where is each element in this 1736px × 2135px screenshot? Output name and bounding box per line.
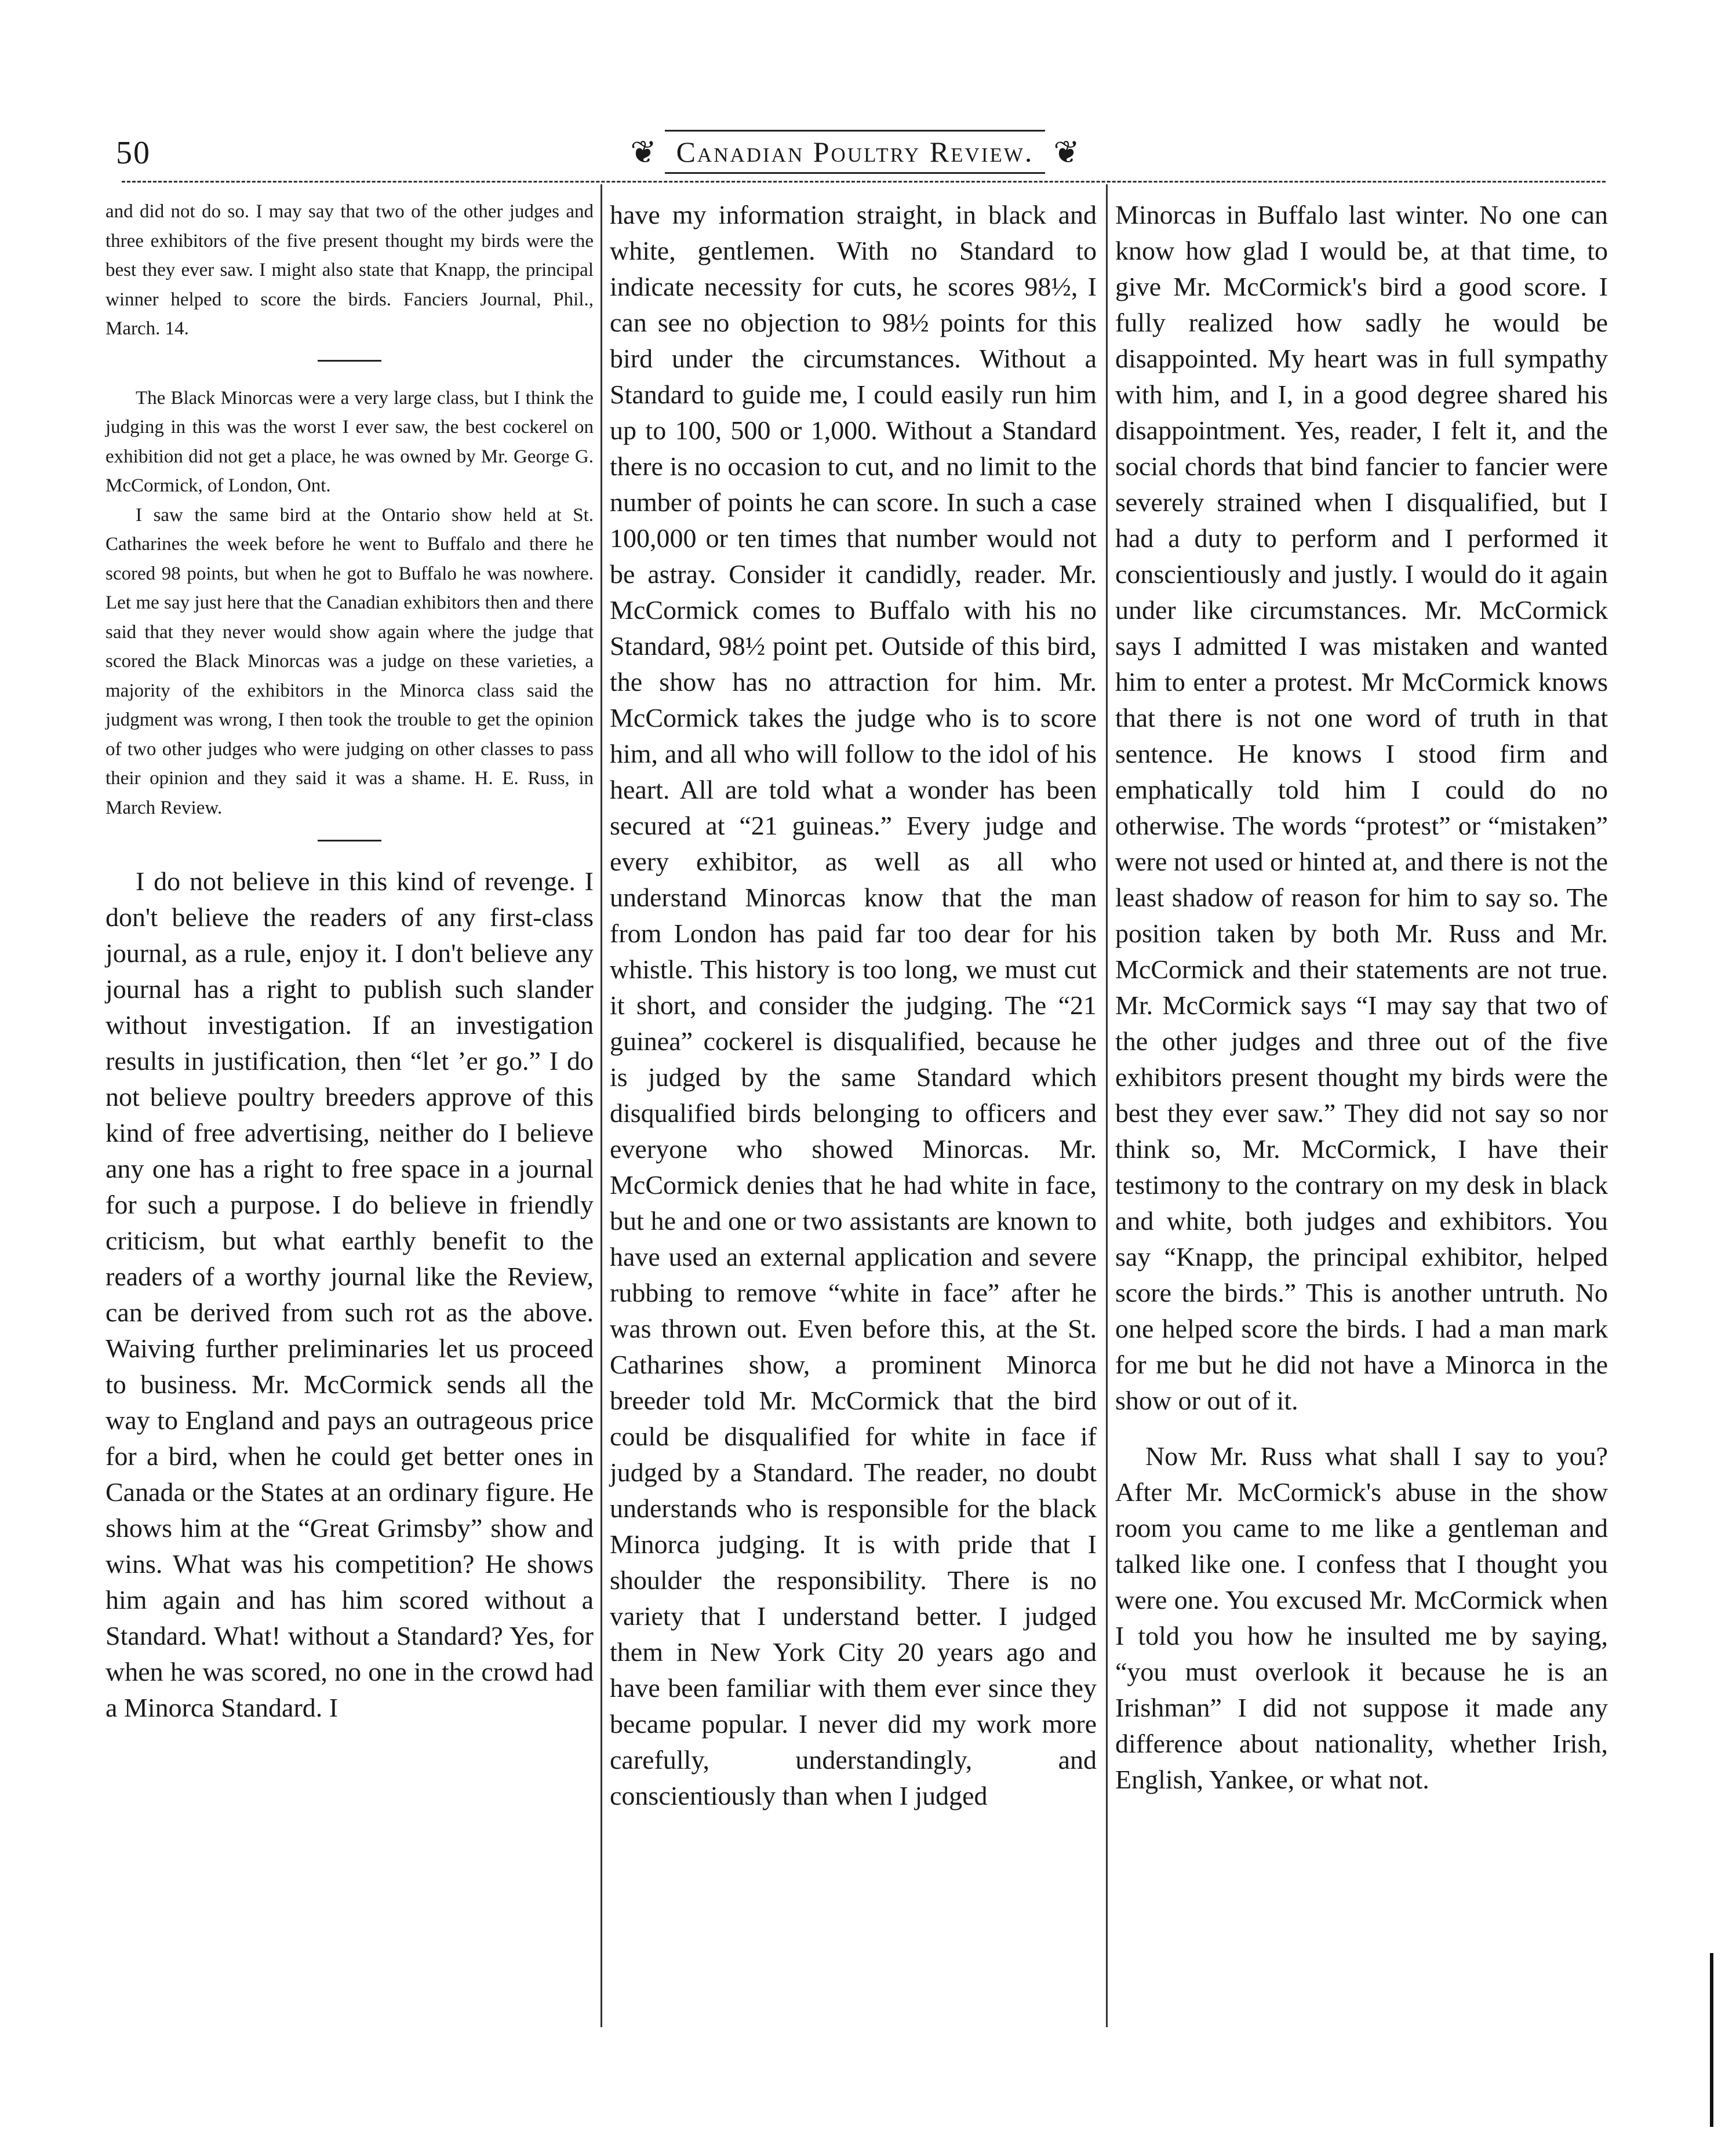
column-2 [610,197,1097,1814]
ornament-right-icon: ❦ [1053,134,1080,170]
column-divider-1 [600,184,602,2027]
column-3 [1115,197,1608,1798]
margin-mark [1710,1953,1713,2127]
header-rule [122,181,1606,183]
masthead [574,123,1136,181]
body-paragraph: have my information straight, in black and white, gentlemen. With no Standard to indicate necessity for cuts, he scores 98½, I can see no objection to 98½ points for this bird under the circumstances. Without a Standard to guide me, I could easily run him up to 100, 500 or 1,000. Without a Standard there is no occasion to cut, and no limit to the number of points he can score. In such a case 100,000 or ten times that number would not be astray. Consider it candidly, reader. Mr. McCormick comes to Buffalo with his no Standard, 98½ point pet. Outside of this bird, the show has no attraction for him. Mr. McCormick takes the judge who is to score him, and all who will follow to the idol of his heart. All are told what a wonder has been secured at “21 guineas.” Every judge and every exhibitor, as well as all who understand Minorcas know that the man from London has paid far too dear for his whistle. This history is too long, we must cut it short, and consider the judging. The “21 guinea” cockerel is disqualified, because he is judged by the same Standard which disqualified birds belonging to officers and everyone who showed Minorcas. Mr. McCormick denies that he had white in face, but he and one or two assistants are known to have used an external application and severe rubbing to remove “white in face” after he was thrown out. Even before this, at the St. Catharines show, a prominent Minorca breeder told Mr. McCormick that the bird could be disqualified for white in face if judged by a Standard. The reader, no doubt understands who is responsible for the black Minorca judging. It is with pride that I shoulder the responsibility. There is no variety that I understand better. I judged them in New York City 20 years ago and have been familiar with them ever since they became popular. I never did my work more carefully, understandingly, and conscientiously than when I judged [610,200,1097,1810]
ornament-left-icon: ❦ [630,134,657,170]
column-1 [105,197,594,1726]
column-divider-2 [1106,184,1108,2027]
paragraph-gap [1115,1419,1608,1438]
page-number: 50 [116,135,151,171]
quoted-review-para-2: I saw the same bird at the Ontario show held at St. Catharines the week before he went to Buffalo and there he scored 98 points, but when he got to Buffalo he was nowhere. Let me say just here that the Canadian exhibitors then and there said that they never would show again where the judge that scored the Black Minorcas was a judge on these varieties, a majority of the exhibitors in the Minorca class said the judgment was wrong, I then took the trouble to get the opinion of two other judges who were judging on other classes to pass their opinion and they said it was a shame. H. E. Russ, in March Review. [105,504,594,818]
body-paragraph: Minorcas in Buffalo last winter. No one can know how glad I would be, at that time, to give Mr. McCormick's bird a good score. I fully realized how sadly he would be disappointed. My heart was in full sympathy with him, and I, in a good degree shared his disappointment. Yes, reader, I felt it, and the social chords that bind fancier to fancier were severely strained when I disqualified, but I had a duty to perform and I performed it conscientiously and justly. I would do it again under like circumstances. Mr. McCormick says I admitted I was mistaken and wanted him to enter a protest. Mr McCormick knows that there is not one word of truth in that sentence. He knows I stood firm and emphatically told him I could do no otherwise. The words “protest” or “mistaken” were not used or hinted at, and there is not the least shadow of reason for him to say so. The position taken by both Mr. Russ and Mr. McCormick and their statements are not true. Mr. McCormick says “I may say that two of the other judges and three out of the five exhibitors present thought my birds were the best they ever saw.” They did not say so nor think so, Mr. McCormick, I have their testimony to the contrary on my desk in black and white, both judges and exhibitors. You say “Knapp, the principal exhibitor, helped score the birds.” This is another untruth. No one helped score the birds. I had a man mark for me but he did not have a Minorca in the show or out of it. [1115,200,1608,1415]
separator-rule [318,840,381,841]
body-paragraph: I do not believe in this kind of revenge. I don't believe the readers of any first-class journal, as a rule, enjoy it. I don't believe any journal has a right to publish such slander without investigation. If an investigation results in justification, then “let ’er go.” I do not believe poultry breeders approve of this kind of free advertising, neither do I believe any one has a right to free space in a journal for such a purpose. I do believe in friendly criticism, but what earthly benefit to the readers of a worthy journal like the Review, can be derived from such rot as the above. Waiving further preliminaries let us proceed to business. Mr. McCormick sends all the way to England and pays an outrageous price for a bird, when he could get better ones in Canada or the States at an ordinary figure. He shows him at the “Great Grimsby” show and wins. What was his competition? He shows him again and has him scored without a Standard. What! without a Standard? Yes, for when he was scored, no one in the crowd had a Minorca Standard. I [105,866,594,1722]
quoted-letter-end: and did not do so. I may say that two of the other judges and three exhibitors of the five present thought my birds were the best they ever saw. I might also state that Knapp, the principal winner helped to score the birds. Fanciers Journal, Phil., March. 14. [105,201,594,339]
quoted-review-para-1: The Black Minorcas were a very large class, but I think the judging in this was the worst I ever saw, the best cockerel on exhibition did not get a place, he was owned by Mr. George G. McCormick, of London, Ont. [105,387,594,496]
separator-rule [318,360,381,362]
body-paragraph: Now Mr. Russ what shall I say to you? After Mr. McCormick's abuse in the show room you came to me like a gentleman and talked like one. I confess that I thought you were one. You excused Mr. McCormick when I told you how he insulted me by saying, “you must overlook it because he is an Irishman” I did not suppose it made any difference about nationality, whether Irish, English, Yankee, or what not. [1115,1441,1608,1794]
masthead-title: Canadian Poultry Review. [665,130,1046,174]
